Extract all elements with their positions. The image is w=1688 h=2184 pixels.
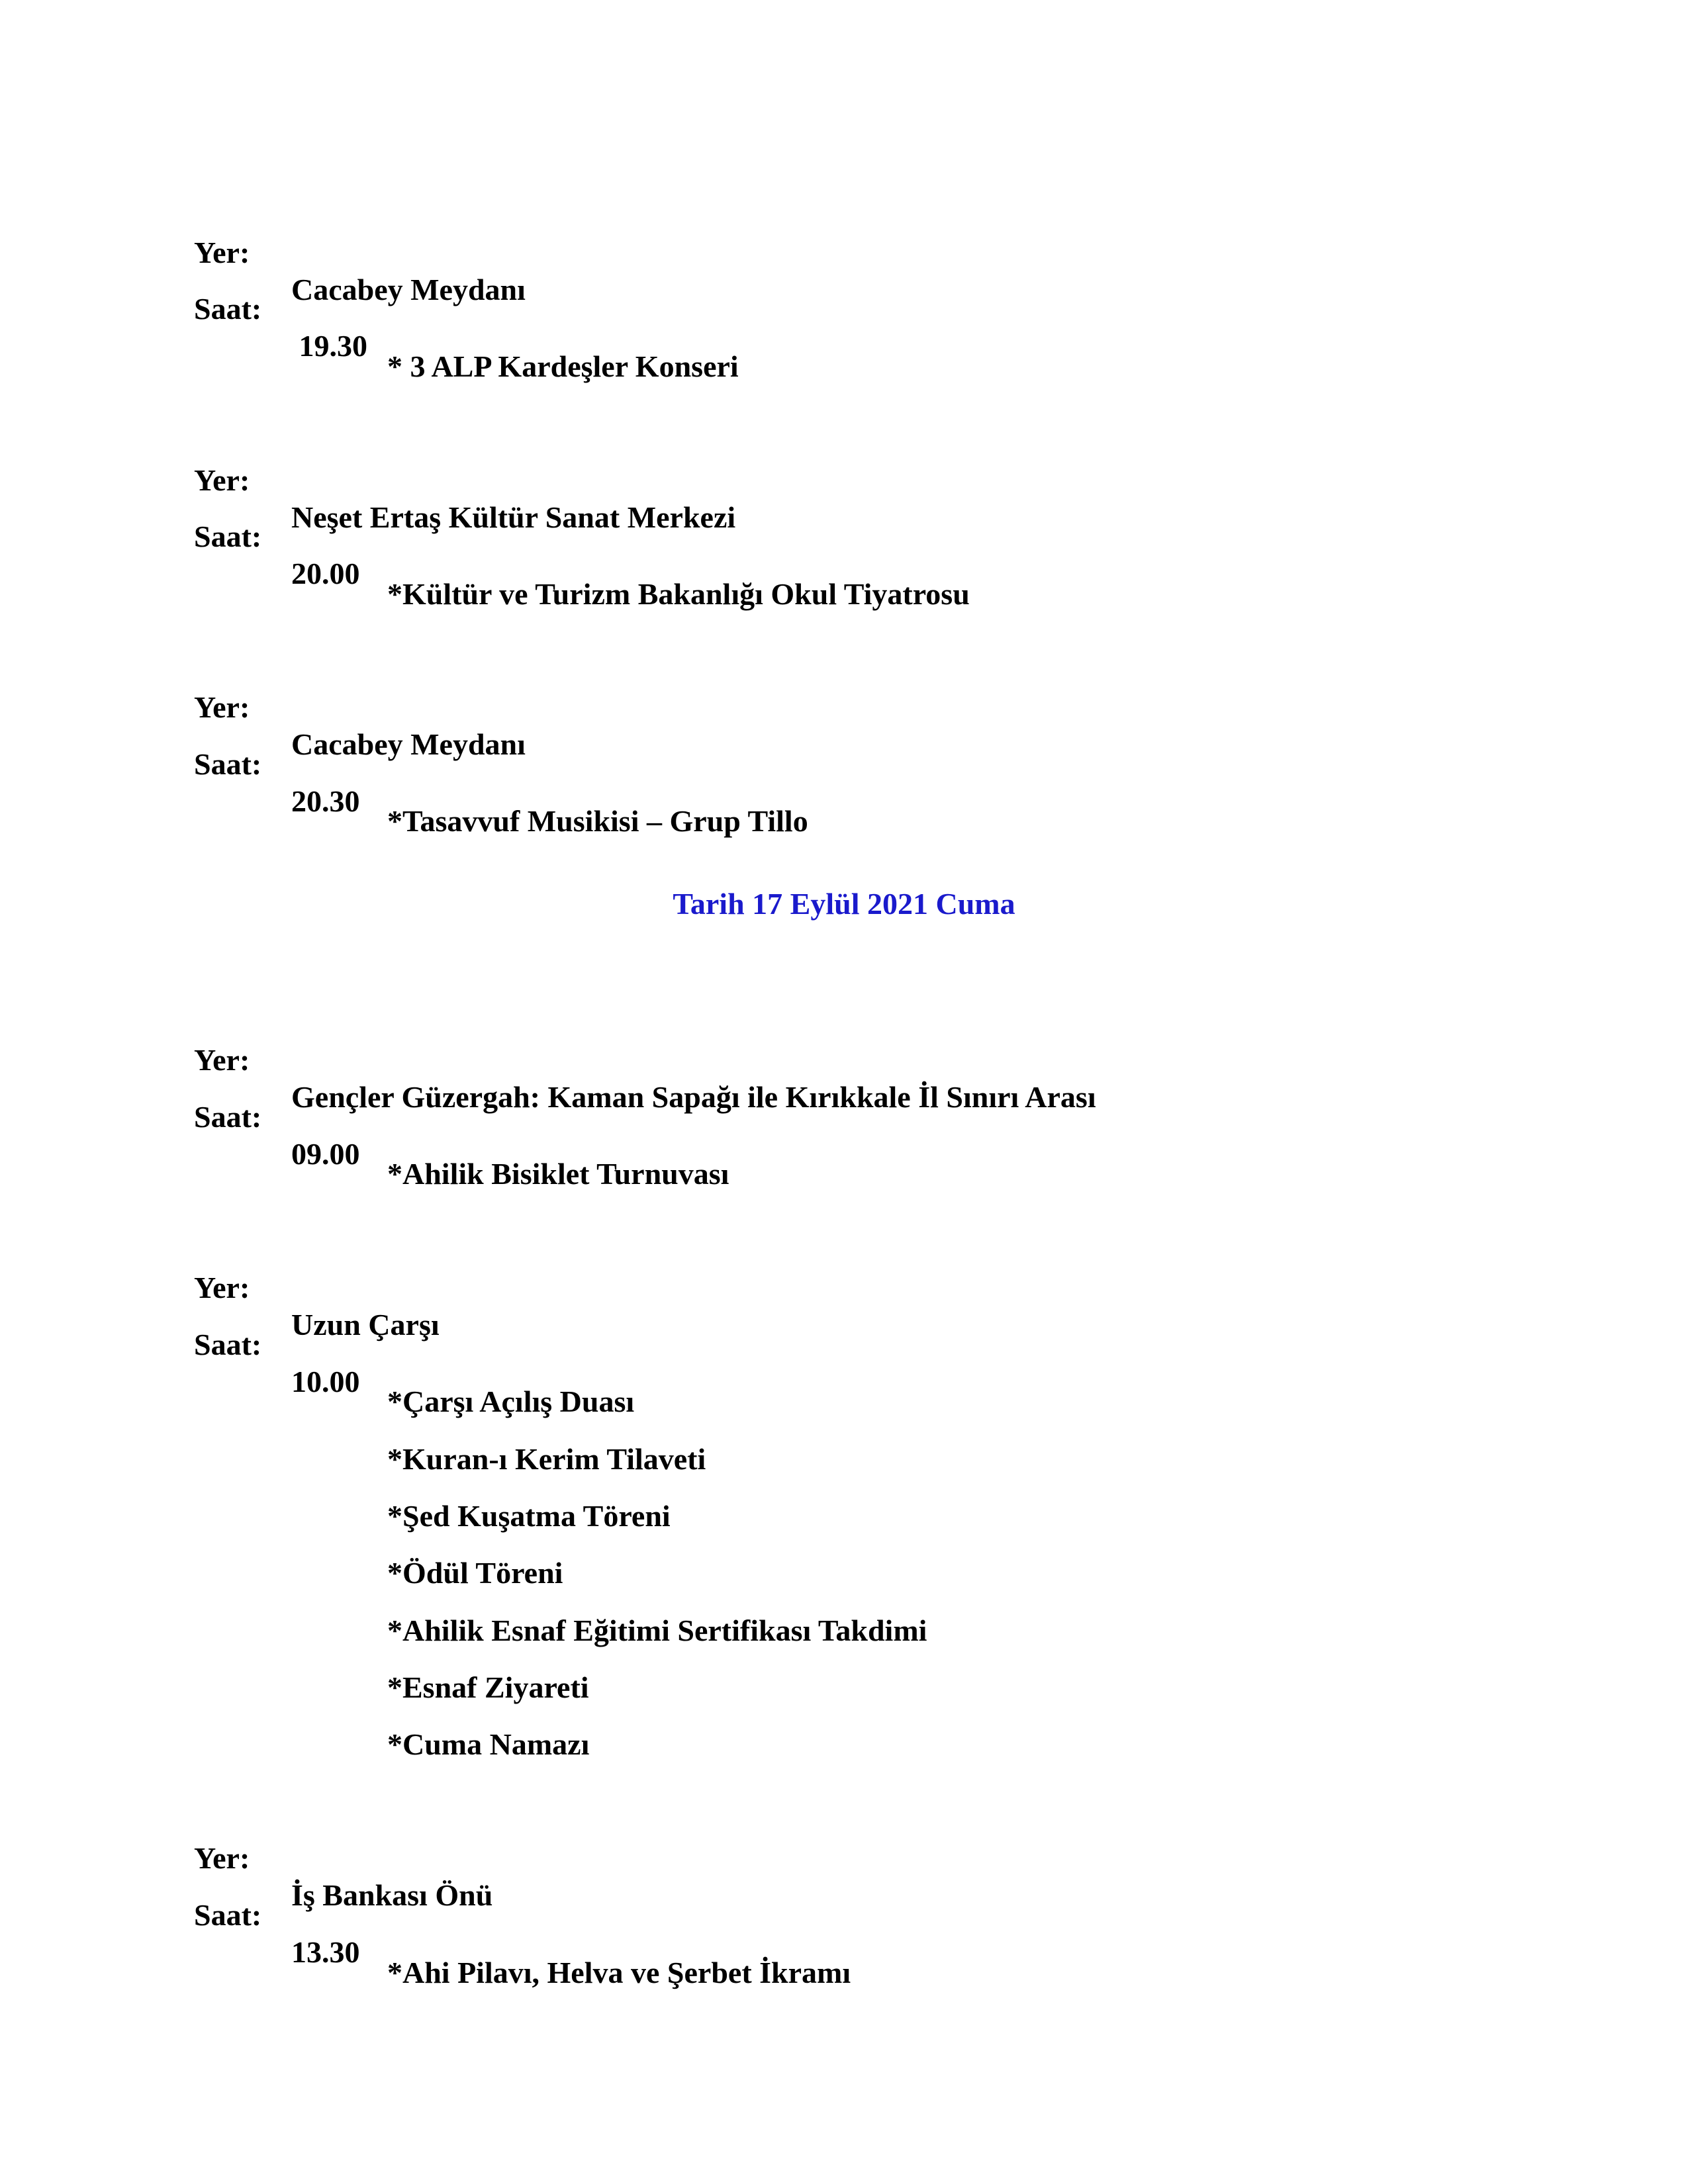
event-item: *Ahilik Esnaf Eğitimi Sertifikası Takdimi: [387, 1614, 927, 1647]
time-label: Saat:: [194, 1328, 262, 1361]
time-label: Saat:: [194, 1898, 262, 1932]
time-label: Saat:: [194, 747, 262, 781]
event-item: *Ahi Pilavı, Helva ve Şerbet İkramı: [387, 1956, 851, 1989]
location-label: Yer:: [194, 1271, 250, 1304]
time-label: Saat:: [194, 520, 262, 553]
time-value: 20.30: [291, 784, 360, 818]
time-value: 19.30: [291, 329, 367, 363]
time-value: 20.00: [291, 557, 360, 590]
event-item: *Çarşı Açılış Duası: [387, 1385, 635, 1418]
event-item: *Esnaf Ziyareti: [387, 1670, 589, 1704]
location-value: Cacabey Meydanı: [291, 273, 526, 306]
location-value: Neşet Ertaş Kültür Sanat Merkezi: [291, 500, 736, 534]
location-value: Cacabey Meydanı: [291, 727, 526, 761]
event-item: *Ahilik Bisiklet Turnuvası: [387, 1157, 729, 1191]
event-item: * 3 ALP Kardeşler Konseri: [387, 349, 739, 383]
time-label: Saat:: [194, 292, 262, 326]
location-value: Gençler Güzergah: Kaman Sapağı ile Kırıkkale İl Sınırı Arası: [291, 1080, 1096, 1114]
event-item-row: [0, 1689, 590, 1763]
event-item: *Tasavvuf Musikisi – Grup Tillo: [387, 804, 808, 838]
location-label: Yer:: [194, 1841, 250, 1875]
time-value: 09.00: [291, 1137, 360, 1171]
location-label: Yer:: [194, 690, 250, 724]
event-item: *Kuran-ı Kerim Tilaveti: [387, 1442, 706, 1476]
time-label: Saat:: [194, 1100, 262, 1134]
date-heading: Tarih 17 Eylül 2021 Cuma: [673, 887, 1015, 921]
time-value: 13.30: [291, 1935, 360, 1969]
event-item: *Ödül Töreni: [387, 1556, 563, 1590]
location-label: Yer:: [194, 1043, 250, 1077]
location-value: İş Bankası Önü: [291, 1878, 493, 1912]
event-item: *Kültür ve Turizm Bakanlığı Okul Tiyatrosu: [387, 577, 970, 611]
location-label: Yer:: [194, 236, 250, 269]
event-item: *Cuma Namazı: [387, 1727, 590, 1761]
location-label: Yer:: [194, 463, 250, 497]
time-value: 10.00: [291, 1365, 360, 1398]
location-value: Uzun Çarşı: [291, 1308, 440, 1342]
event-item: *Şed Kuşatma Töreni: [387, 1499, 671, 1533]
